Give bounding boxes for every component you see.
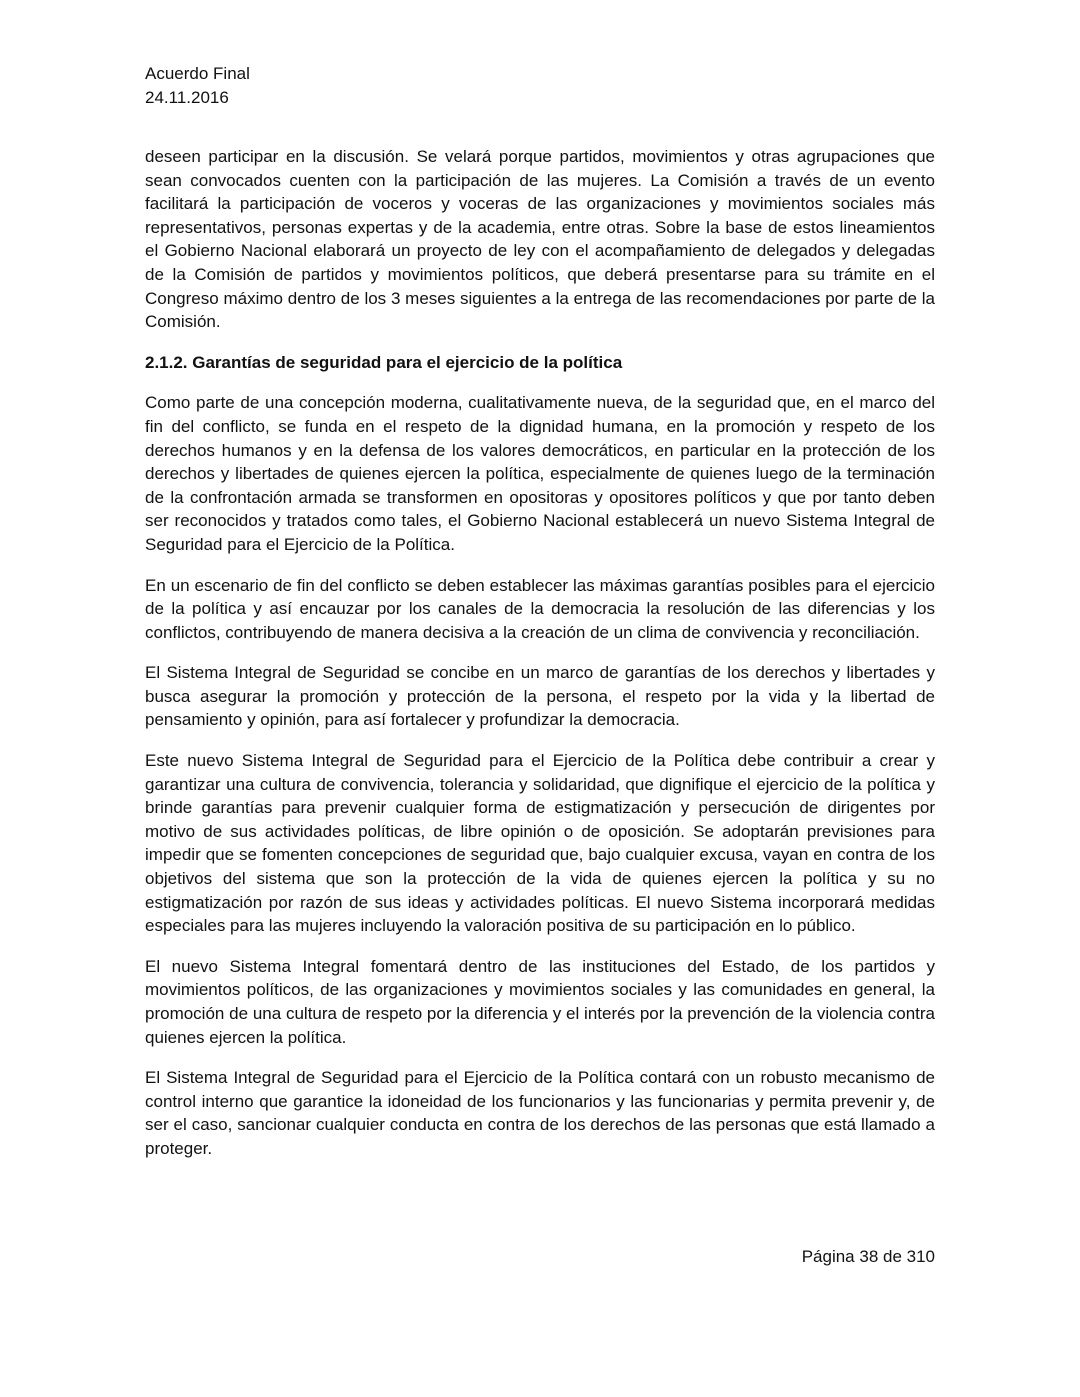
page-header (145, 62, 250, 110)
paragraph: Este nuevo Sistema Integral de Seguridad para el Ejercicio de la Política debe contribuir a crear y garantizar una cultura de convivencia, tolerancia y solidaridad, que dignifique el ejercicio de la política y brinde garantías para prevenir cualquier forma de estigmatización y persecución de dirigentes por motivo de sus actividades políticas, de libre opinión o de oposición. Se adoptarán previsiones para impedir que se fomenten concepciones de seguridad que, bajo cualquier excusa, vayan en contra de los objetivos del sistema que son la protección de la vida de quienes ejercen la política y su no estigmatización por razón de sus ideas y actividades políticas. El nuevo Sistema incorporará medidas especiales para las mujeres incluyendo la valoración positiva de su participación en lo público. (145, 751, 935, 936)
paragraph: El Sistema Integral de Seguridad para el Ejercicio de la Política contará con un robusto mecanismo de control interno que garantice la idoneidad de los funcionarios y las funcionarias y permita prevenir y, de ser el caso, sancionar cualquier conducta en contra de los derechos de las personas que está llamado a proteger. (145, 1068, 935, 1158)
document-date: 24.11.2016 (145, 88, 229, 107)
paragraph: El nuevo Sistema Integral fomentará dentro de las instituciones del Estado, de los partidos y movimientos políticos, de las organizaciones y movimientos sociales y las comunidades en general, la promoción de una cultura de respeto por la diferencia y el interés por la prevención de la violencia contra quienes ejercen la política. (145, 956, 935, 1047)
paragraph: Como parte de una concepción moderna, cualitativamente nueva, de la seguridad que, en el marco del fin del conflicto, se funda en el respeto de la dignidad humana, en la promoción y respeto de los derechos humanos y en la defensa de los valores democráticos, en particular en la protección de los derechos y libertades de quienes ejercen la política, especialmente de quienes luego de la terminación de la confrontación armada se transformen en opositoras y opositores políticos y que por tanto deben ser reconocidos y tratados como tales, el Gobierno Nacional establecerá un nuevo Sistema Integral de Seguridad para el Ejercicio de la Política. (145, 393, 935, 554)
paragraph-intro: deseen participar en la discusión. Se velará porque partidos, movimientos y otras agrupaciones que sean convocados cuenten con la participación de las mujeres. La Comisión a través de un evento facilitará la participación de voceros y voceras de las organizaciones y movimientos sociales más representativos, personas expertas y de la academia, entre otras. Sobre la base de estos lineamientos el Gobierno Nacional elaborará un proyecto de ley con el acompañamiento de delegados y delegadas de la Comisión de partidos y movimientos políticos, que deberá presentarse para su trámite en el Congreso máximo dentro de los 3 meses siguientes a la entrega de las recomendaciones por parte de la Comisión. (145, 147, 935, 332)
paragraph: En un escenario de fin del conflicto se deben establecer las máximas garantías posibles para el ejercicio de la política y así encauzar por los canales de la democracia la resolución de las diferencias y los conflictos, contribuyendo de manera decisiva a la creación de un clima de convivencia y reconciliación. (145, 575, 935, 642)
page-number: Página 38 de 310 (801, 1247, 935, 1266)
document-body (145, 145, 935, 1178)
paragraph: El Sistema Integral de Seguridad se concibe en un marco de garantías de los derechos y libertades y busca asegurar la promoción y protección de la persona, el respeto por la vida y la libertad de pensamiento y opinión, para así fortalecer y profundizar la democracia. (145, 663, 935, 730)
document-title: Acuerdo Final (145, 64, 250, 83)
section-heading: 2.1.2. Garantías de seguridad para el ejercicio de la política (145, 352, 623, 372)
